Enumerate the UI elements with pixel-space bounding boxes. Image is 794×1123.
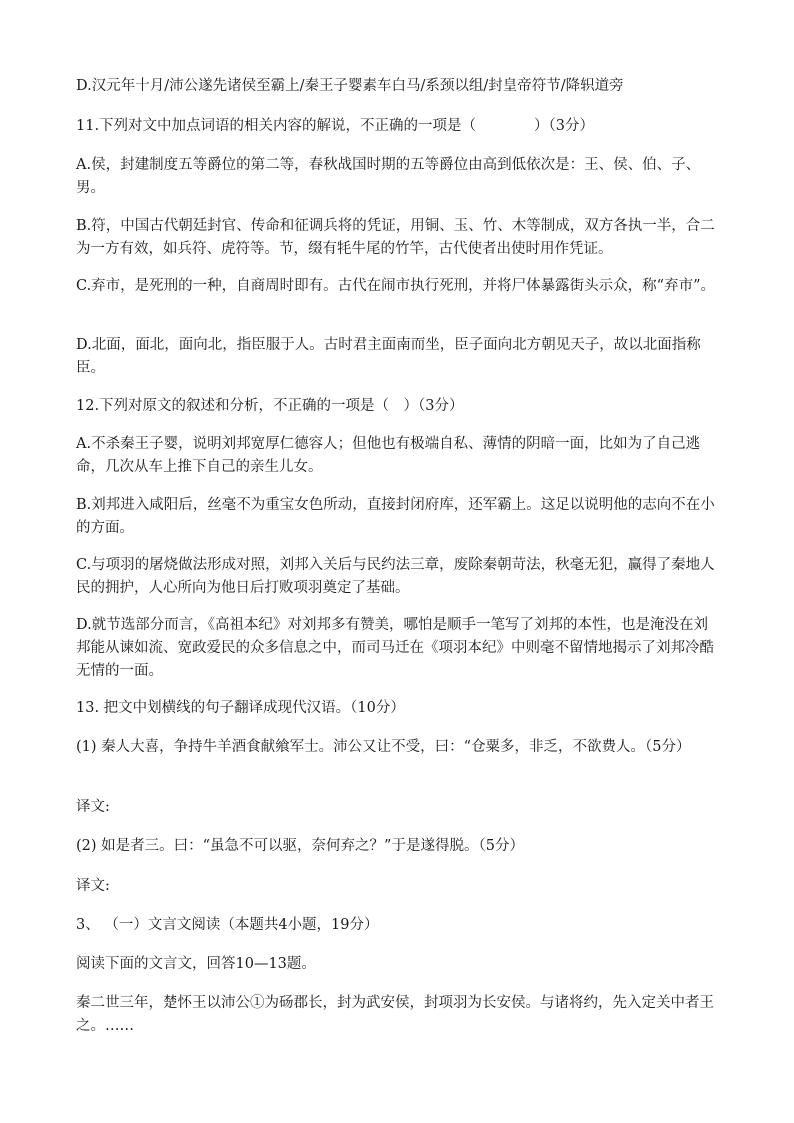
reading-instruction: 阅读下面的文言文，回答10—13题。 xyxy=(76,956,316,972)
q12-option-a: A.不杀秦王子婴，说明刘邦宽厚仁德容人；但他也有极端自私、薄情的阴暗一面，比如为了自己逃命，几次从车上推下自己的亲生儿女。 xyxy=(76,436,701,475)
question-12: 12.下列对原文的叙述和分析，不正确的一项是（ ）（3分） xyxy=(76,398,464,414)
translation-label-1: 译文: xyxy=(76,799,110,815)
question-13: 13. 把文中划横线的句子翻译成现代汉语。（10分） xyxy=(76,700,405,716)
q13-sentence-2: (2) 如是者三。曰：“虽急不可以驱，奈何弃之？”于是遂得脱。（5分） xyxy=(76,838,524,854)
question-11: 11.下列对文中加点词语的相关内容的解说，不正确的一项是（ ）（3分） xyxy=(76,118,595,134)
section-heading: 3、 （一）文言文阅读（本题共4小题，19分） xyxy=(76,917,379,933)
passage-text: 秦二世三年，楚怀王以沛公①为砀郡长，封为武安侯，封项羽为长安侯。与诸将约，先入定关中者王之。…… xyxy=(76,995,714,1034)
q12-option-d: D.就节选部分而言，《高祖本纪》对刘邦多有赞美，哪怕是顺手一笔写了刘邦的本性，也是淹没在刘邦能从谏如流、宽政爱民的众多信息之中，而司马迁在《项羽本纪》中则毫不留情地揭示了刘邦冷酷无情的一面。 xyxy=(76,617,714,679)
q11-option-b: B.符，中国古代朝廷封官、传命和征调兵将的凭证，用铜、玉、竹、木等制成，双方各执一半，合二为一方有效，如兵符、虎符等。节，缀有牦牛尾的竹竿，古代使者出使时用作凭证。 xyxy=(76,218,715,257)
option-d-sentence-break: D.汉元年十月/沛公遂先诸侯至霸上/秦王子婴素车白马/系颈以组/封皇帝符节/降轵道旁 xyxy=(76,78,624,94)
q12-option-b: B.刘邦进入咸阳后，丝毫不为重宝女色所动，直接封闭府库，还军霸上。这足以说明他的志向不在小的方面。 xyxy=(76,497,715,536)
q12-option-c: C.与项羽的屠烧做法形成对照，刘邦入关后与民约法三章，废除秦朝苛法，秋毫无犯，赢得了秦地人民的拥护，人心所向为他日后打败项羽奠定了基础。 xyxy=(76,557,715,596)
q11-option-a: A.侯，封建制度五等爵位的第二等，春秋战国时期的五等爵位由高到低依次是：王、侯、伯、子、男。 xyxy=(76,157,701,196)
q11-option-d: D.北面，面北，面向北，指臣服于人。古时君主面南而坐，臣子面向北方朝见天子，故以北面指称臣。 xyxy=(76,337,701,376)
translation-label-2: 译文: xyxy=(76,878,110,894)
q13-sentence-1: (1) 秦人大喜，争持牛羊酒食献飨军士。沛公又让不受，曰：“仓粟多，非乏，不欲费人。（5分） xyxy=(76,739,691,755)
q11-option-c: C.弃市，是死刑的一种，自商周时即有。古代在闹市执行死刑，并将尸体暴露街头示众，称“弃市”。 xyxy=(76,278,716,294)
